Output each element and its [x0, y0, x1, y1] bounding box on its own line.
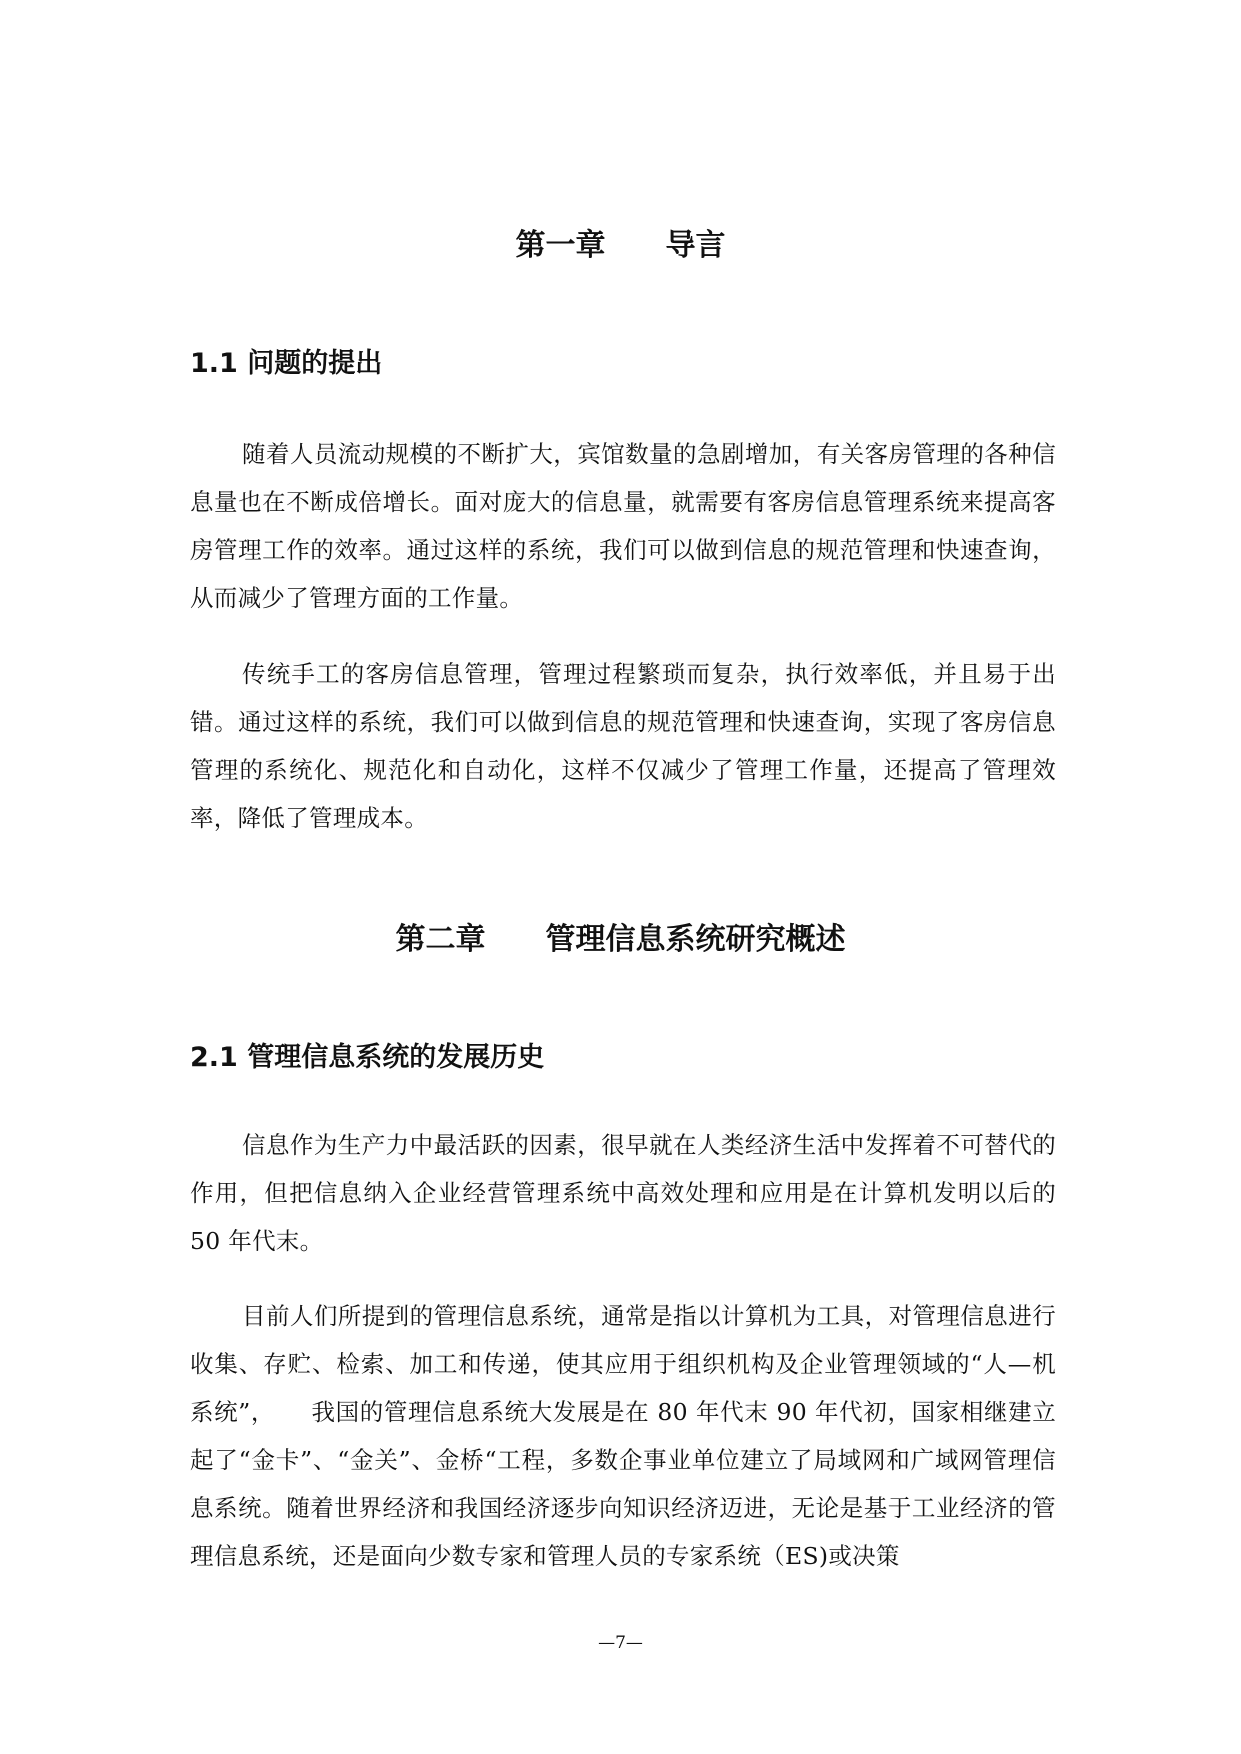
section-2-1-title: 2.1 管理信息系统的发展历史 [190, 1042, 545, 1073]
chapter-1-title: 第一章 导言 [515, 228, 726, 263]
page-number: —7— [598, 1633, 643, 1653]
section-1-1-title: 1.1 问题的提出 [190, 348, 383, 379]
paragraph-1: 随着人员流动规模的不断扩大，宾馆数量的急剧增加，有关客房管理的各种信息量也在不断成倍增长。面对庞大的信息量，就需要有客房信息管理系统来提高客房管理工作的效率。通过这样的系统，我们可以做到信息的规范管理和快速查询，从而减少了管理方面的工作量。 [190, 440, 1056, 612]
chapter-2-title: 第二章 管理信息系统研究概述 [395, 922, 846, 957]
paragraph-2: 传统手工的客房信息管理，管理过程繁琐而复杂，执行效率低，并且易于出错。通过这样的系统，我们可以做到信息的规范管理和快速查询，实现了客房信息管理的系统化、规范化和自动化，这样不仅减少了管理工作量，还提高了管理效率，降低了管理成本。 [190, 660, 1056, 832]
paragraph-4: 目前人们所提到的管理信息系统，通常是指以计算机为工具，对管理信息进行收集、存贮、检索、加工和传递，使其应用于组织机构及企业管理领域的“人—机系统”， 我国的管理信息系统大发展是在 80 年代末 90 年代初，国家相继建立起了“金卡”、“金关”、金桥“工程，多数企事业单位建立了局域网和广域网管理信息系统。随着世界经济和我国经济逐步向知识经济迈进，无论是基于工业经济的管理信息系统，还是面向少数专家和管理人员的专家系统（ES)或决策 [190, 1302, 1056, 1570]
paragraph-3: 信息作为生产力中最活跃的因素，很早就在人类经济生活中发挥着不可替代的作用，但把信息纳入企业经营管理系统中高效处理和应用是在计算机发明以后的 50 年代末。 [190, 1131, 1056, 1255]
